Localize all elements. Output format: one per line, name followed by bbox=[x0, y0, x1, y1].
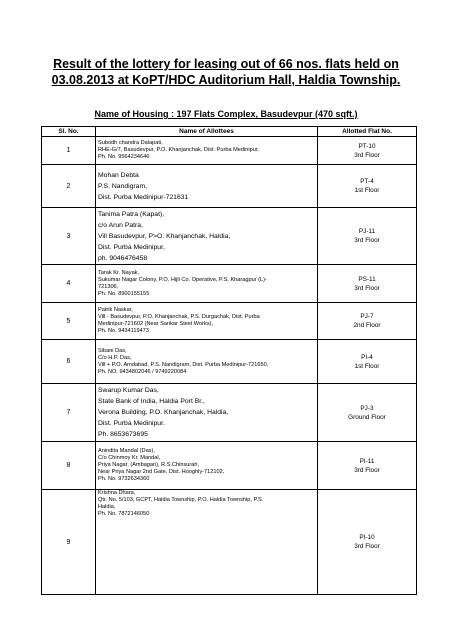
allottee-line: Sibani Das, bbox=[98, 347, 127, 354]
flat-number: PJ-3 bbox=[360, 404, 374, 412]
flat-number: PJ-7 bbox=[360, 313, 374, 320]
allotted-flat bbox=[318, 340, 417, 384]
table-header-row bbox=[42, 127, 417, 137]
serial-number: 4 bbox=[42, 265, 96, 303]
flat-number: PI-10 bbox=[359, 534, 375, 541]
allottee-line: Ph. No. 9564234646 bbox=[98, 154, 150, 160]
allottee-line: Mohan Debta bbox=[98, 171, 139, 179]
allottee-line: Ph. No. 9732634360 bbox=[98, 476, 150, 482]
header-sl-no: Sl. No. bbox=[42, 127, 96, 137]
title-line-1: Result of the lottery for leasing out of 66 nos. flats held on bbox=[53, 57, 399, 71]
allottee-line: C/o H.P. Das, bbox=[98, 354, 132, 361]
allottee-line: Medinipur-721602 (Near Sankar Steel Works), bbox=[98, 321, 213, 327]
serial-number: 2 bbox=[42, 165, 96, 208]
allottee-line: ph. 9046476458 bbox=[98, 254, 148, 262]
flat-floor: 3rd Floor bbox=[354, 151, 380, 159]
flat-number: PI-11 bbox=[359, 457, 375, 465]
flat-floor: 2nd Floor bbox=[353, 322, 381, 329]
title-line-2: 03.08.2013 at KoPT/HDC Auditorium Hall, Haldia Township. bbox=[51, 73, 401, 87]
allottee-line: Sukumar Nagar Colony, P.O. Hijli Co. Operative, P.S. Kharagpur (L)- bbox=[98, 276, 267, 283]
allotted-flat bbox=[318, 265, 417, 303]
flat-number: PI-4 bbox=[361, 353, 373, 361]
flat-floor: 3rd Floor bbox=[354, 543, 380, 550]
allottee-line: Tanima Patra (Kapat), bbox=[98, 210, 165, 218]
table-row bbox=[42, 265, 417, 303]
flat-floor: 3rd Floor bbox=[354, 237, 380, 244]
allottee-line: Ph. No. 8900155155 bbox=[98, 290, 150, 297]
allottee-details bbox=[96, 442, 318, 490]
allottee-line: Ph. No. 7872146050 bbox=[98, 511, 150, 517]
allottee-table bbox=[41, 126, 417, 595]
allottee-line: Dist. Purba Medinipur, bbox=[98, 243, 165, 251]
allottee-details bbox=[96, 490, 318, 595]
serial-number: 6 bbox=[42, 340, 96, 384]
allottee-line: Vill + P.O. Amdabad, P.S. Nandigram, Dist. Purba Medinipur-721650, bbox=[98, 361, 269, 368]
table-row bbox=[42, 165, 417, 208]
allottee-line: Swarup Kumar Das, bbox=[98, 387, 159, 394]
allottee-details bbox=[96, 137, 318, 165]
document-title bbox=[30, 56, 422, 88]
allottee-line: Subodh chandra Dalapati, bbox=[98, 140, 163, 146]
allottee-line: Priya Nagar, (Ambagan), R.S.Chinsurah, bbox=[98, 462, 200, 468]
table-row bbox=[42, 208, 417, 265]
header-name: Name of Allottees bbox=[96, 127, 318, 137]
flat-number: PS-11 bbox=[358, 275, 376, 283]
allottee-details bbox=[96, 165, 318, 208]
flat-floor: Ground Floor bbox=[348, 413, 386, 421]
allottee-line: Vill - Basudevpur, P.O. Khanjanchak, P.S. Durgachak, Dist. Purba bbox=[98, 314, 260, 320]
serial-number: 8 bbox=[42, 442, 96, 490]
allotted-flat bbox=[318, 490, 417, 595]
allottee-line: State Bank of India, Haldia Port Br., bbox=[98, 398, 205, 405]
allotted-flat bbox=[318, 442, 417, 490]
flat-floor: 1st Floor bbox=[354, 187, 380, 194]
allottee-line: C/o Chinmoy Kr. Mandal, bbox=[98, 455, 161, 461]
allottee-details bbox=[96, 303, 318, 340]
allottee-line: Ph. NO. 9434802046 / 9749220084 bbox=[98, 368, 187, 375]
table-row bbox=[42, 303, 417, 340]
allottee-line: Krishna Dhara, bbox=[98, 490, 136, 496]
flat-floor: 3rd Floor bbox=[354, 284, 380, 292]
allotted-flat bbox=[318, 165, 417, 208]
allottee-line: Near Priya Nagar 2nd Gate, Dist. Hooghly-712102, bbox=[98, 469, 225, 475]
table-row bbox=[42, 384, 417, 442]
allottee-line: 721306, bbox=[98, 283, 119, 290]
housing-name: Name of Housing : 197 Flats Complex, Basudevpur (470 sqft.) bbox=[94, 109, 358, 119]
flat-floor: 3rd Floor bbox=[354, 466, 380, 474]
serial-number: 1 bbox=[42, 137, 96, 165]
flat-number: PT-10 bbox=[358, 142, 376, 150]
allottee-line: Dist. Purba Medinipur-721631 bbox=[98, 193, 189, 201]
table-row bbox=[42, 340, 417, 384]
allottee-details bbox=[96, 208, 318, 265]
allottee-details bbox=[96, 265, 318, 303]
flat-number: PT-4 bbox=[360, 178, 374, 185]
allottee-line: Ph. 8653673695 bbox=[98, 431, 148, 438]
allottee-line: Anindita Mandal (Das), bbox=[98, 448, 155, 454]
table-row bbox=[42, 490, 417, 595]
allottee-line: Qtr. No. 5/103, GCPT, Haldia Township, P.O. Haldia Township, P.S. bbox=[98, 497, 264, 503]
serial-number: 9 bbox=[42, 490, 96, 595]
allottee-line: Dist. Purba Medinipur. bbox=[98, 420, 165, 427]
serial-number: 7 bbox=[42, 384, 96, 442]
allottee-line: Ph. No. 9434119473 bbox=[98, 328, 149, 334]
allottee-line: Tarak Kr. Nayak, bbox=[98, 269, 140, 276]
allottee-line: Verona Building, P.O. Khanjanchak, Haldia, bbox=[98, 409, 229, 416]
serial-number: 3 bbox=[42, 208, 96, 265]
allotted-flat bbox=[318, 137, 417, 165]
allottee-line: Haldia, bbox=[98, 504, 116, 510]
allottee-details bbox=[96, 384, 318, 442]
table-row bbox=[42, 137, 417, 165]
allottee-line: P.S. Nandigram, bbox=[98, 182, 147, 190]
table-row bbox=[42, 442, 417, 490]
allotted-flat bbox=[318, 384, 417, 442]
header-flat: Allotted Flat No. bbox=[318, 127, 417, 137]
serial-number: 5 bbox=[42, 303, 96, 340]
flat-floor: 1st Floor bbox=[354, 362, 380, 370]
allottee-details bbox=[96, 340, 318, 384]
flat-number: PJ-11 bbox=[358, 228, 376, 235]
allottee-line: Patrik Naskar, bbox=[98, 307, 133, 313]
allotted-flat bbox=[318, 303, 417, 340]
allotted-flat bbox=[318, 208, 417, 265]
allottee-line: RHE-G/7, Basudevpur, P.O. Khanjanchak, Dist. Purba Medinipur. bbox=[98, 147, 259, 153]
allottee-line: Vill Basudevpur, P>O. Khanjanchak, Haldia, bbox=[98, 232, 231, 240]
allottee-line: c/o Arun Patra, bbox=[98, 221, 143, 229]
